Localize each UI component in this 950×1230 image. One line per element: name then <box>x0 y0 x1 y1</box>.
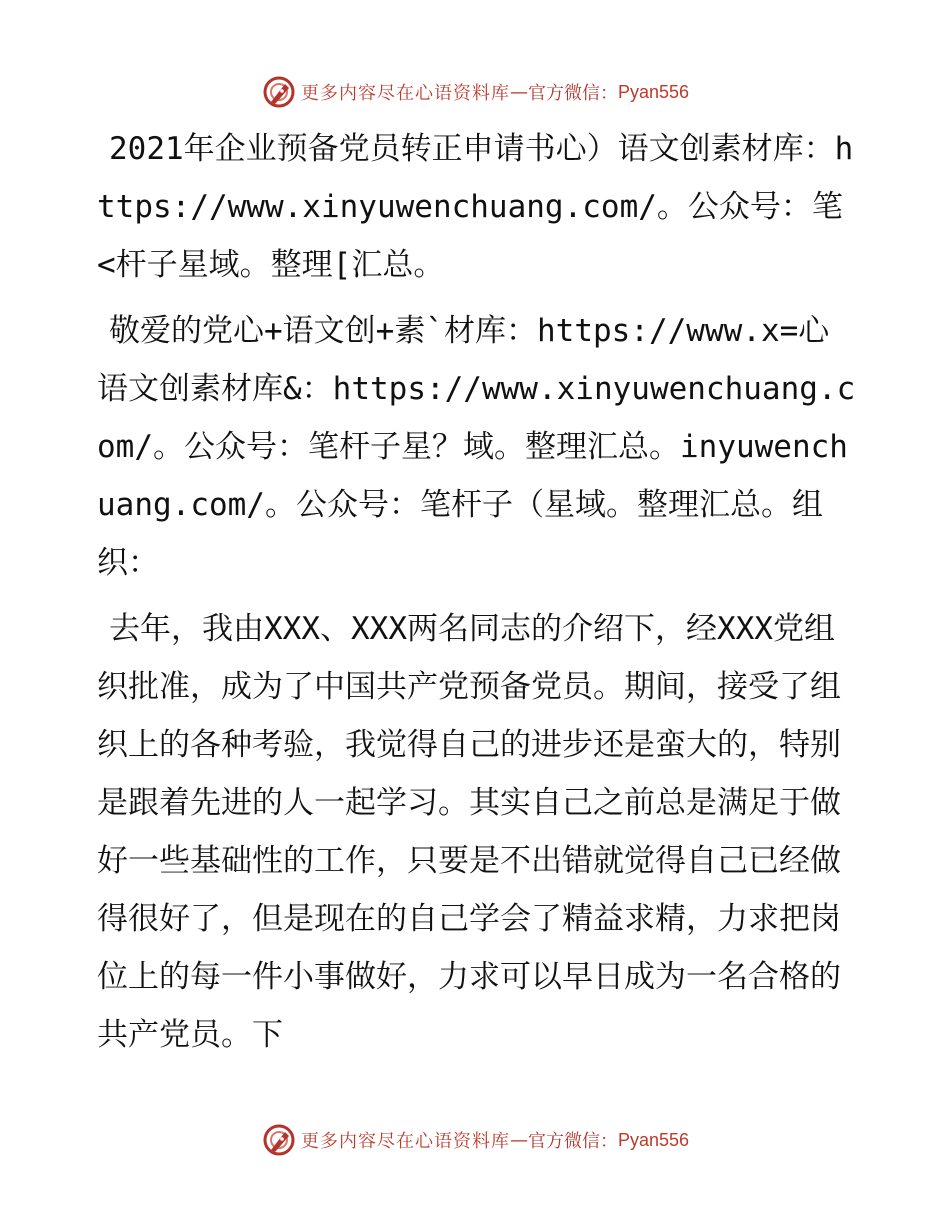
document-body <box>97 120 857 1072</box>
paragraph-salutation: 敬爱的党心+语文创+素`材库：https://www.x=心语文创素材库&：https://www.xinyuwenchuang.com/。公众号：笔杆子星？域。整理汇总。inyuwenchuang.com/。公众号：笔杆子（星域。整理汇总。组织： <box>97 313 856 581</box>
pen-nib-circle-logo-icon <box>261 74 297 110</box>
watermark-brand-text: 更多内容尽在心语资料库 <box>300 1131 510 1152</box>
watermark-separator: — <box>509 1129 528 1151</box>
watermark-wechat-id: Pyan556 <box>617 1129 690 1150</box>
watermark-separator: — <box>509 81 528 103</box>
header-watermark <box>0 72 950 112</box>
watermark-brand-text: 更多内容尽在心语资料库 <box>300 83 510 104</box>
watermark-wechat-label: 官方微信： <box>527 83 618 104</box>
paragraph-body: 去年，我由XXX、XXX两名同志的介绍下，经XXX党组织批准，成为了中国共产党预备党员。期间，接受了组织上的各种考验，我觉得自己的进步还是蛮大的，特别是跟着先进的人一起学习。其实自己之前总是满足于做好一些基础性的工作，只要是不出错就觉得自己已经做得很好了，但是现在的自己学会了精益求精，力求把岗位上的每一件小事做好，力求可以早日成为一名合格的共产党员。下 <box>97 611 841 1053</box>
watermark-wechat-label: 官方微信： <box>527 1131 618 1152</box>
watermark-wechat-id: Pyan556 <box>617 81 690 102</box>
paragraph-title: 2021年企业预备党员转正申请书心）语文创素材库：https://www.xinyuwenchuang.com/。公众号：笔<杆子星域。整理[汇总。 <box>97 131 854 283</box>
footer-watermark <box>0 1120 950 1160</box>
pen-nib-circle-logo-icon <box>261 1122 297 1158</box>
